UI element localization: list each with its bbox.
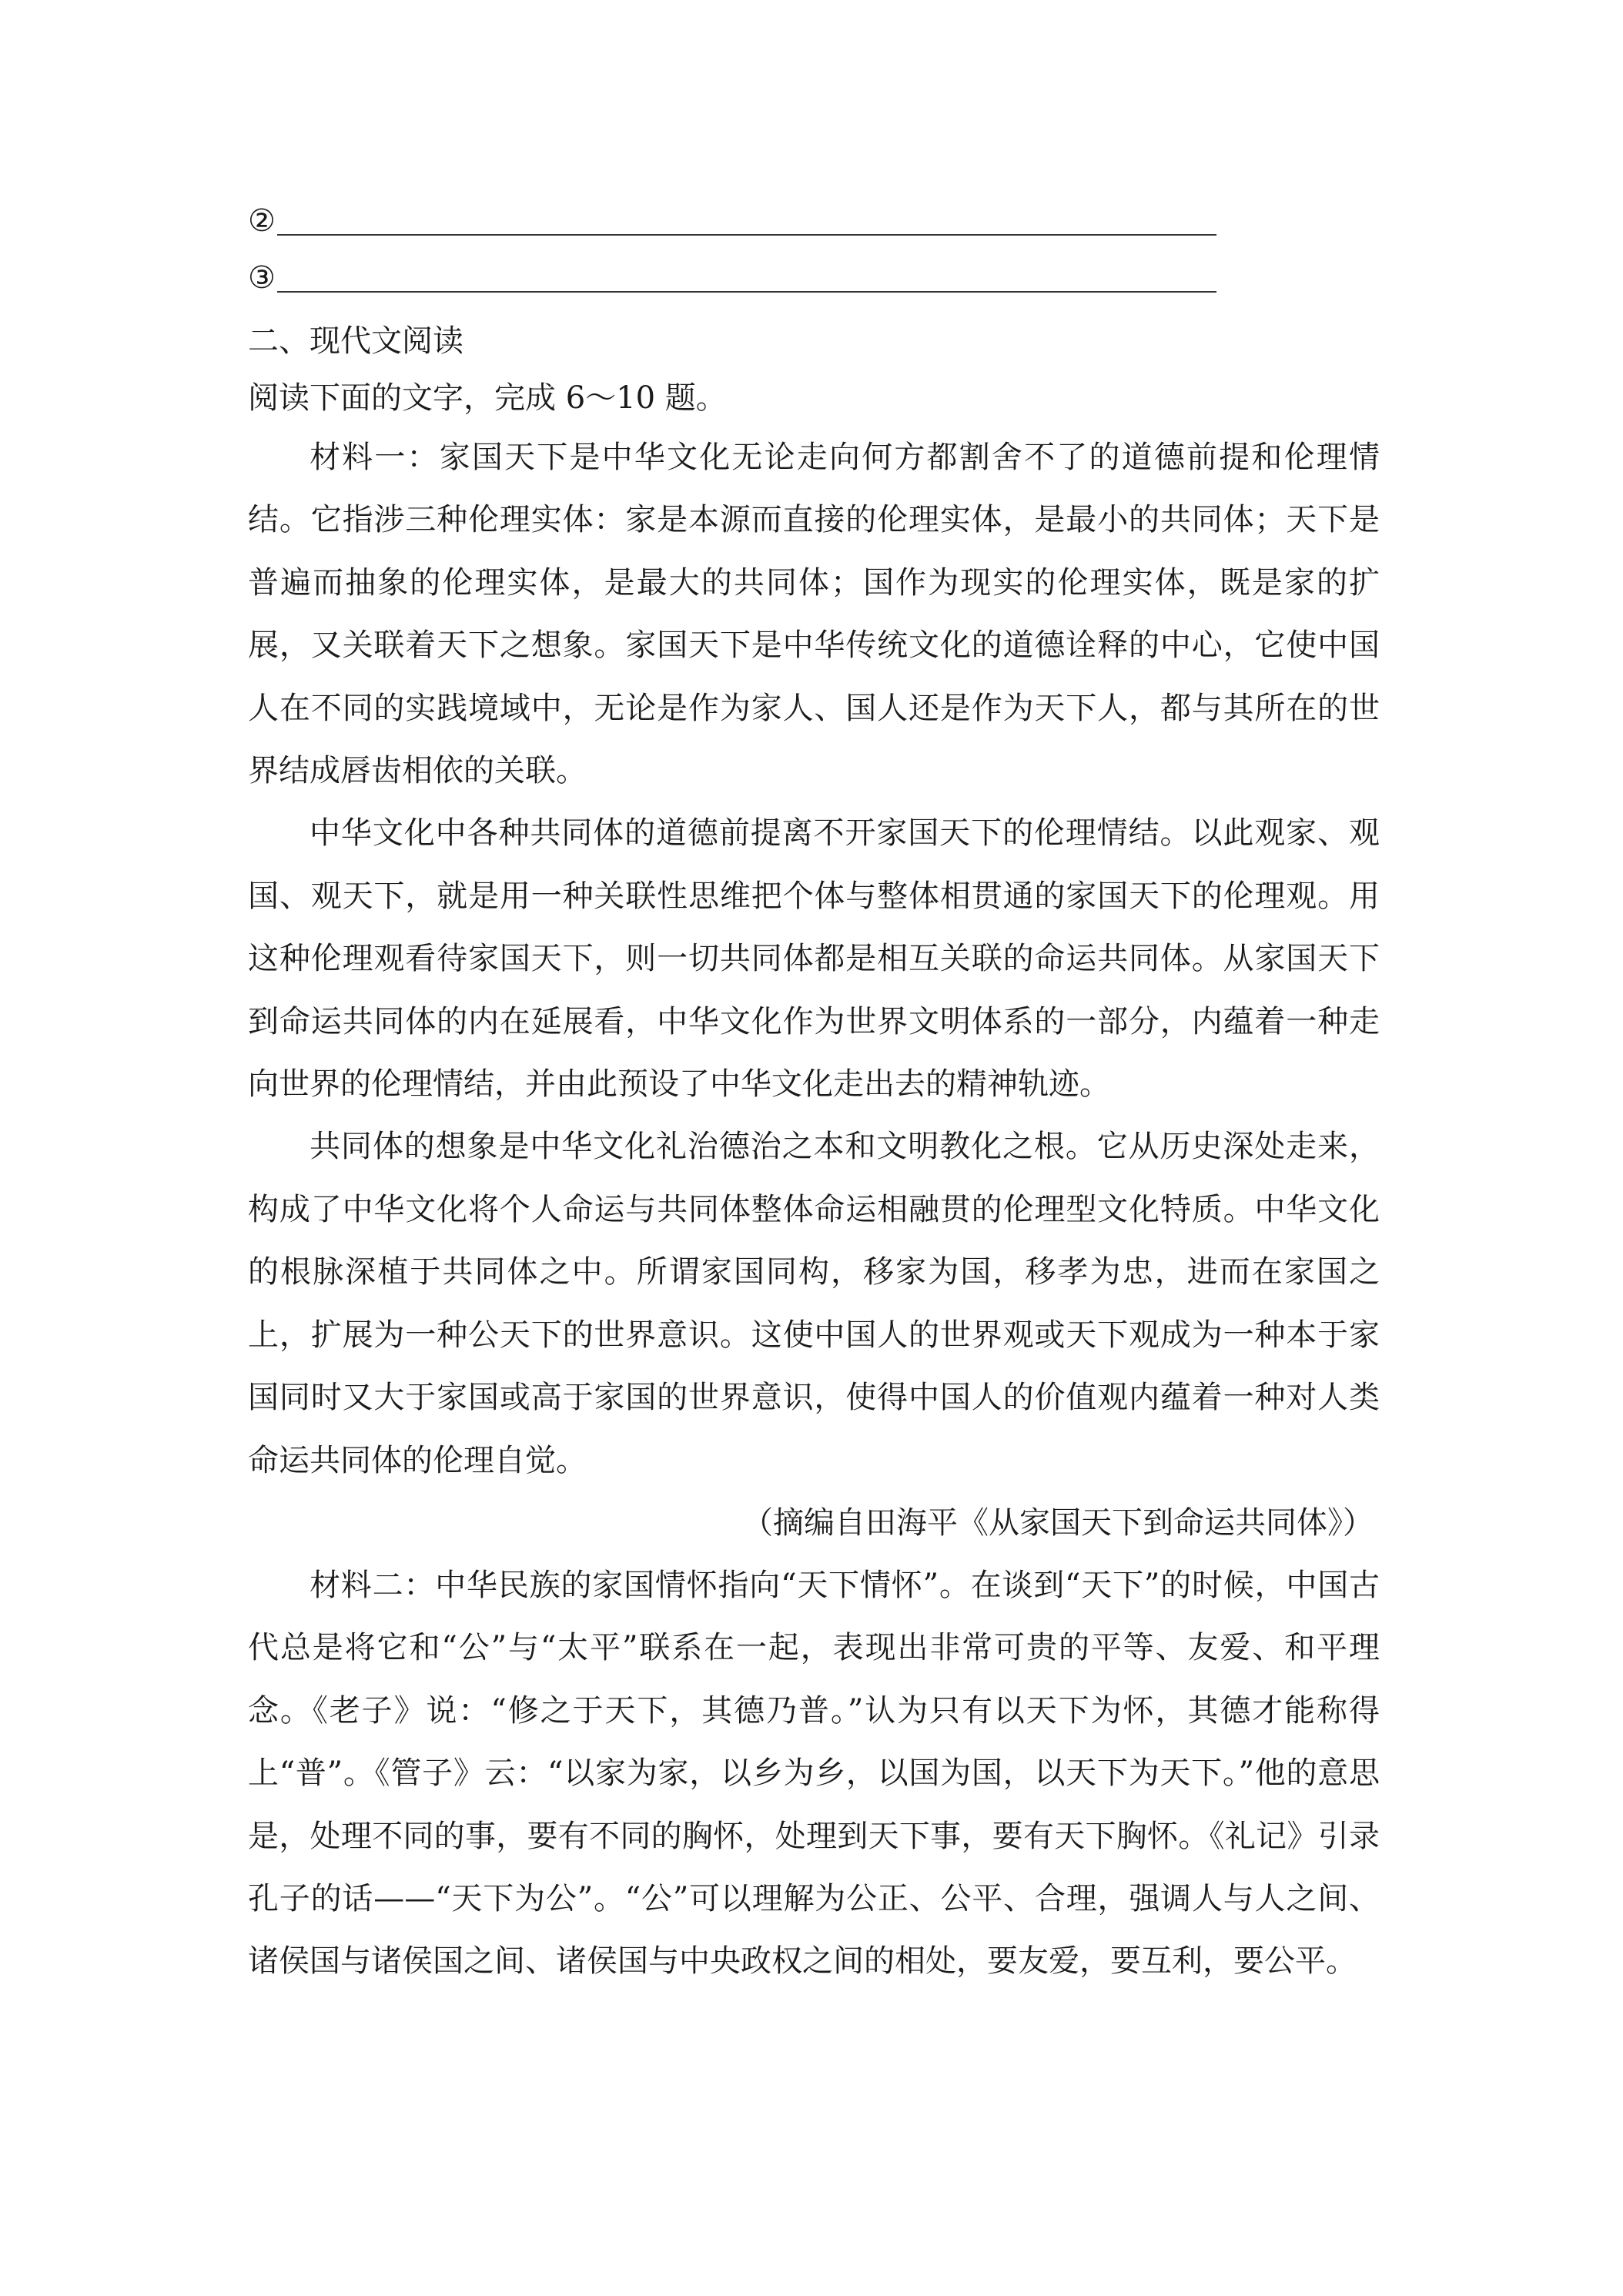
answer-blank-2[interactable] <box>248 192 1380 249</box>
material1-paragraph-1: 材料一：家国天下是中华文化无论走向何方都割舍不了的道德前提和伦理情结。它指涉三种伦理实体：家是本源而直接的伦理实体，是最小的共同体；天下是普遍而抽象的伦理实体，是最大的共同体；国作为现实的伦理实体，既是家的扩展，又关联着天下之想象。家国天下是中华传统文化的道德诠释的中心，它使中国人在不同的实践境域中，无论是作为家人、国人还是作为天下人，都与其所在的世界结成唇齿相依的关联。 <box>248 440 1380 789</box>
material1-paragraph-3: 共同体的想象是中华文化礼治德治之本和文明教化之根。它从历史深处走来，构成了中华文化将个人命运与共同体整体命运相融贯的伦理型文化特质。中华文化的根脉深植于共同体之中。所谓家国同构，移家为国，移孝为忠，进而在家国之上，扩展为一种公天下的世界意识。这使中国人的世界观或天下观成为一种本于家国同时又大于家国或高于家国的世界意识，使得中国人的价值观内蕴着一种对人类命运共同体的伦理自觉。 <box>248 1129 1380 1478</box>
reading-instruction: 阅读下面的文字，完成 6～10 题。 <box>248 380 727 416</box>
answer-blank-3[interactable] <box>248 249 1380 306</box>
material2-paragraph-1: 材料二：中华民族的家国情怀指向“天下情怀”。在谈到“天下”的时候，中国古代总是将它和“公”与“太平”联系在一起，表现出非常可贵的平等、友爱、和平理念。《老子》说：“修之于天下，其德乃普。”认为只有以天下为怀，其德才能称得上“普”。《管子》云：“以家为家，以乡为乡，以国为国，以天下为天下。”他的意思是，处理不同的事，要有不同的胸怀，处理到天下事，要有天下胸怀。《礼记》引录孔子的话——“天下为公”。“公”可以理解为公正、公平、合理，强调人与人之间、诸侯国与诸侯国之间、诸侯国与中央政权之间的相处，要友爱，要互利，要公平。 <box>248 1567 1380 1980</box>
blank-number: ③ <box>248 260 276 296</box>
material1-source: （摘编自田海平《从家国天下到命运共同体》） <box>742 1504 1374 1541</box>
material1-paragraph-2: 中华文化中各种共同体的道德前提离不开家国天下的伦理情结。以此观家、观国、观天下，就是用一种关联性思维把个体与整体相贯通的家国天下的伦理观。用这种伦理观看待家国天下，则一切共同体都是相互关联的命运共同体。从家国天下到命运共同体的内在延展看，中华文化作为世界文明体系的一部分，内蕴着一种走向世界的伦理情结，并由此预设了中华文化走出去的精神轨迹。 <box>248 815 1380 1103</box>
answer-underline <box>277 233 1216 236</box>
document-page <box>248 192 1380 1993</box>
blank-number: ② <box>248 203 276 239</box>
answer-underline <box>277 290 1216 293</box>
section-heading: 二、现代文阅读 <box>248 323 463 359</box>
